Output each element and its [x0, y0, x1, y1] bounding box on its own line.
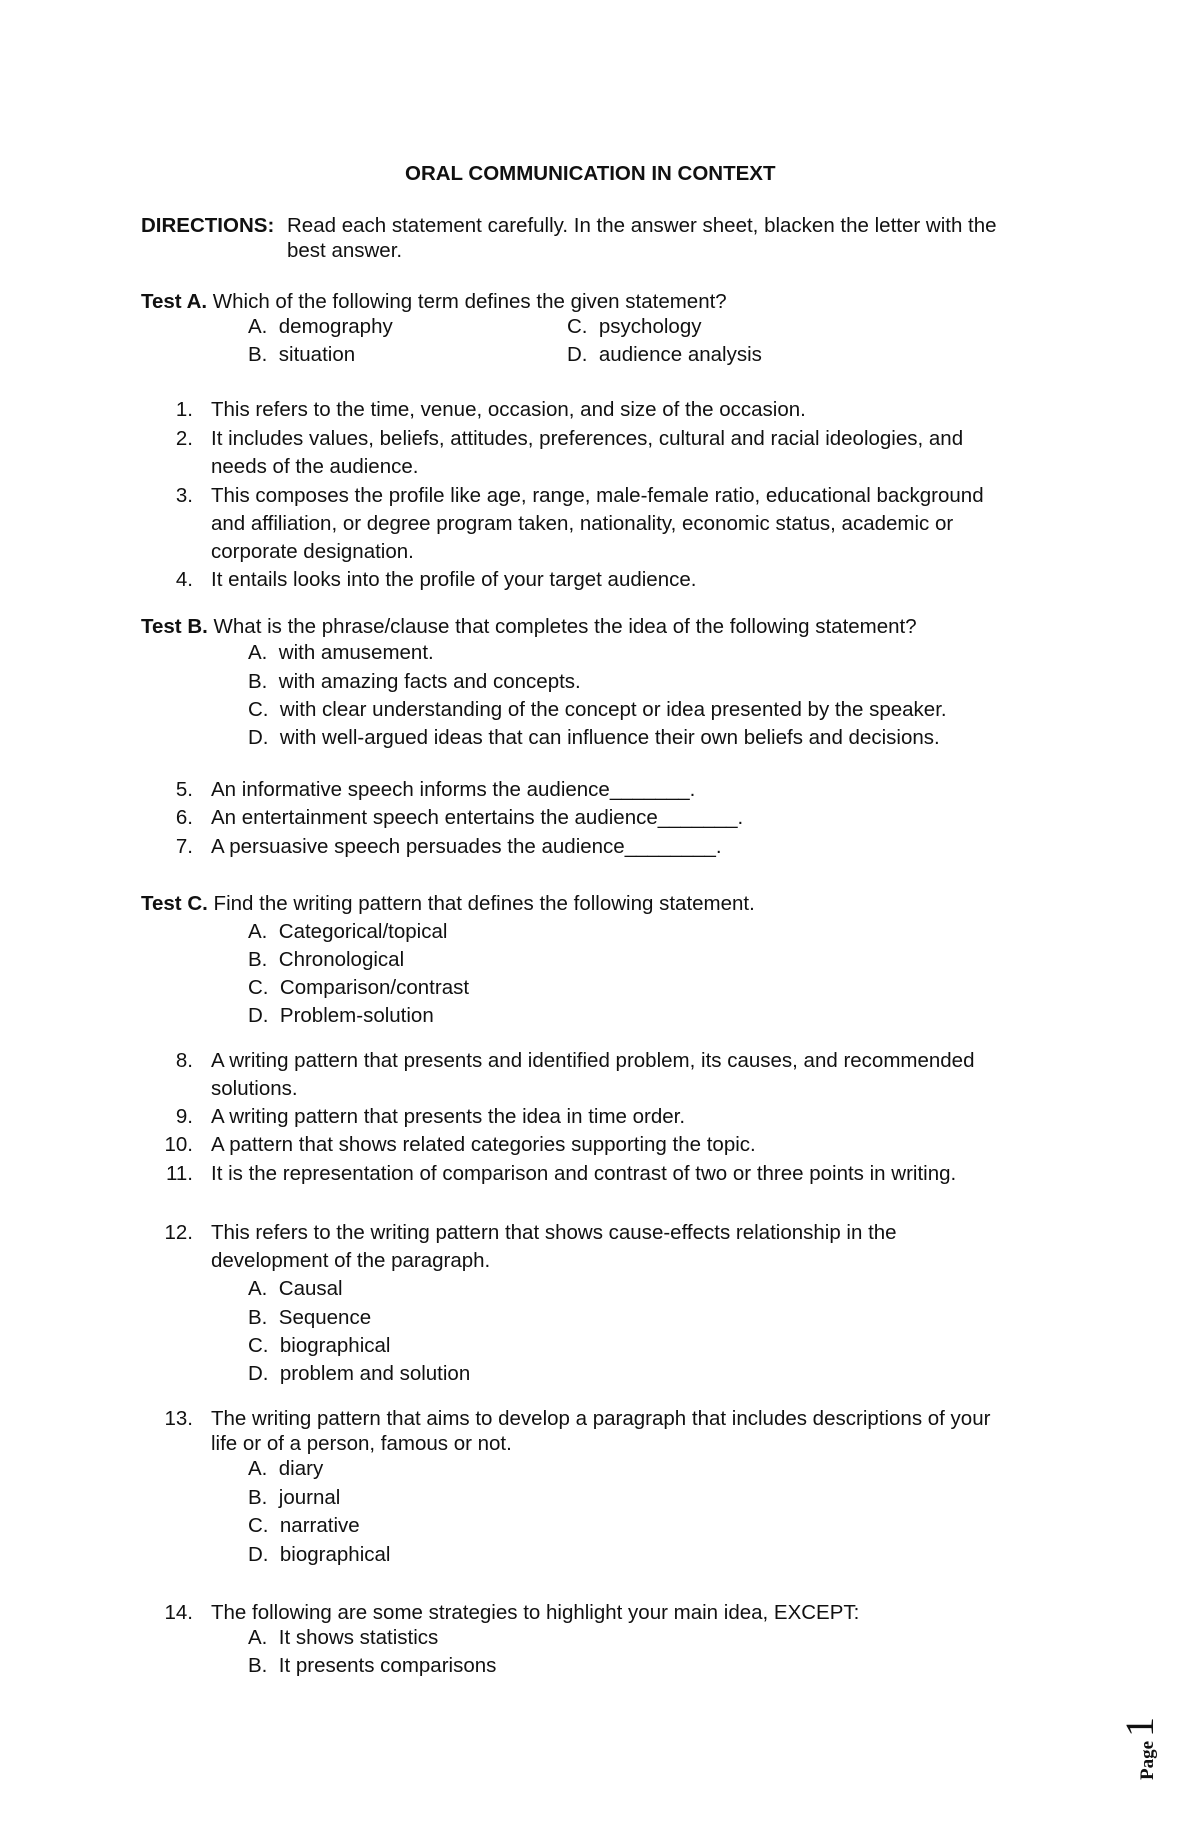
question-3-cont-1: and affiliation, or degree program taken, nationality, economic status, academic or	[211, 512, 954, 535]
test-a-option-d: D. audience analysis	[567, 343, 762, 366]
question-13-cont: life or of a person, famous or not.	[211, 1432, 512, 1455]
test-b-prompt: What is the phrase/clause that completes the idea of the following statement?	[213, 615, 917, 638]
page-word: Page	[1137, 1740, 1158, 1780]
test-c-option-c: C. Comparison/contrast	[248, 976, 470, 999]
directions-line-1: Read each statement carefully. In the answer sheet, blacken the letter with the	[287, 214, 997, 237]
directions: DIRECTIONS:	[141, 214, 275, 237]
test-a-prompt: Which of the following term defines the given statement?	[212, 290, 727, 313]
question-13-option-a: A. diary	[248, 1457, 324, 1480]
question-13-option-b: B. journal	[248, 1486, 341, 1509]
test-c-prompt: Find the writing pattern that defines the following statement.	[213, 892, 755, 915]
page-footer	[1116, 1640, 1164, 1780]
test-a-option-b: B. situation	[248, 343, 356, 366]
document-page: ORAL COMMUNICATION IN CONTEXT DIRECTIONS: Read each statement carefully. In the answer sheet, blacken the letter with the best answer. Test A. Which of the following term defines the given statement? A. demography C. psychology B. situation D. audience analysis 1. This refers to the time, venue, occasion, and size of the occasion. 2. It includes values, beliefs, attitudes, preferences, cultural and racial ideologies, and needs of the audience. 3. This composes the profile like age, range, male-female ratio, educational background and affiliation, or degree program taken, nationality, economic status, academic or corporate designation. 4. It entails looks into the profile of your target audience. Test B. What is the phrase/clause that completes the idea of the following statement? A. with amusement. B. with amazing facts and concepts. C. with clear understanding of the concept or idea presented by the speaker. D. with well-argued ideas that can influence their own beliefs and decisions. 5. An informative speech informs the audience_______. 6. An entertainment speech entertains the audience_______. 7. A persuasive speech persuades the audience________. Test C. Find the writing pattern that defines the following statement. A. Categorical/topical B. Chronological C. Comparison/contrast D. Problem-solution 8. A writing pattern that presents and identified problem, its causes, and recommended solutions. 9. A writing pattern that presents the idea in time order. 10. A pattern that shows related categories supporting the topic. 11. It is the representation of comparison and contrast of two or three points in writing. 12. This refers to the writing pattern that shows cause-effects relationship in the development of the paragraph. A. Causal B. Sequence C. biographical D. problem and solution 13. The writing pattern that aims to develop a paragraph that includes descriptions of your life or of a person, famous or not. A. diary B. journal C. narrative D. biographical 14. The following are some strategies to highlight your main idea, EXCEPT: A. It shows statistics B. It presents comparisons Page 1	[141, 162, 1162, 1780]
question-14-option-a: A. It shows statistics	[248, 1626, 439, 1649]
document-title: ORAL COMMUNICATION IN CONTEXT	[405, 162, 776, 185]
question-14-option-b: B. It presents comparisons	[248, 1654, 497, 1677]
test-c-option-a: A. Categorical/topical	[248, 920, 448, 943]
question-3-cont-2: corporate designation.	[211, 540, 414, 563]
question-13-option-d: D. biographical	[248, 1543, 391, 1566]
test-c-heading: Test C. Find the writing pattern that defines the following statement.	[141, 892, 755, 915]
question-12-option-d: D. problem and solution	[248, 1362, 471, 1385]
question-2-cont: needs of the audience.	[211, 455, 419, 478]
test-b-option-a: A. with amusement.	[248, 641, 434, 664]
test-c-label: Test C	[141, 892, 203, 915]
test-a-option-a: A. demography	[248, 315, 393, 338]
test-a-label: Test A	[141, 290, 202, 313]
directions-label: DIRECTIONS	[141, 214, 268, 237]
test-c-option-d: D. Problem-solution	[248, 1004, 434, 1027]
question-12-option-c: C. biographical	[248, 1334, 391, 1357]
test-a-heading: Test A. Which of the following term defines the given statement?	[141, 290, 727, 313]
question-12-cont: development of the paragraph.	[211, 1249, 491, 1272]
question-8-cont: solutions.	[211, 1077, 298, 1100]
test-b-heading: Test B. What is the phrase/clause that completes the idea of the following statement?	[141, 615, 917, 638]
test-b-option-c: C. with clear understanding of the concept or idea presented by the speaker.	[248, 698, 947, 721]
question-12-option-b: B. Sequence	[248, 1306, 372, 1329]
question-13-option-c: C. narrative	[248, 1514, 360, 1537]
test-c-option-b: B. Chronological	[248, 948, 405, 971]
test-b-option-d: D. with well-argued ideas that can influence their own beliefs and decisions.	[248, 726, 940, 749]
test-a-option-c: C. psychology	[567, 315, 702, 338]
directions-line-2: best answer.	[287, 239, 403, 262]
question-12-option-a: A. Causal	[248, 1277, 343, 1300]
test-b-option-b: B. with amazing facts and concepts.	[248, 670, 581, 693]
page-number: 1	[1117, 1716, 1162, 1737]
test-b-label: Test B	[141, 615, 203, 638]
